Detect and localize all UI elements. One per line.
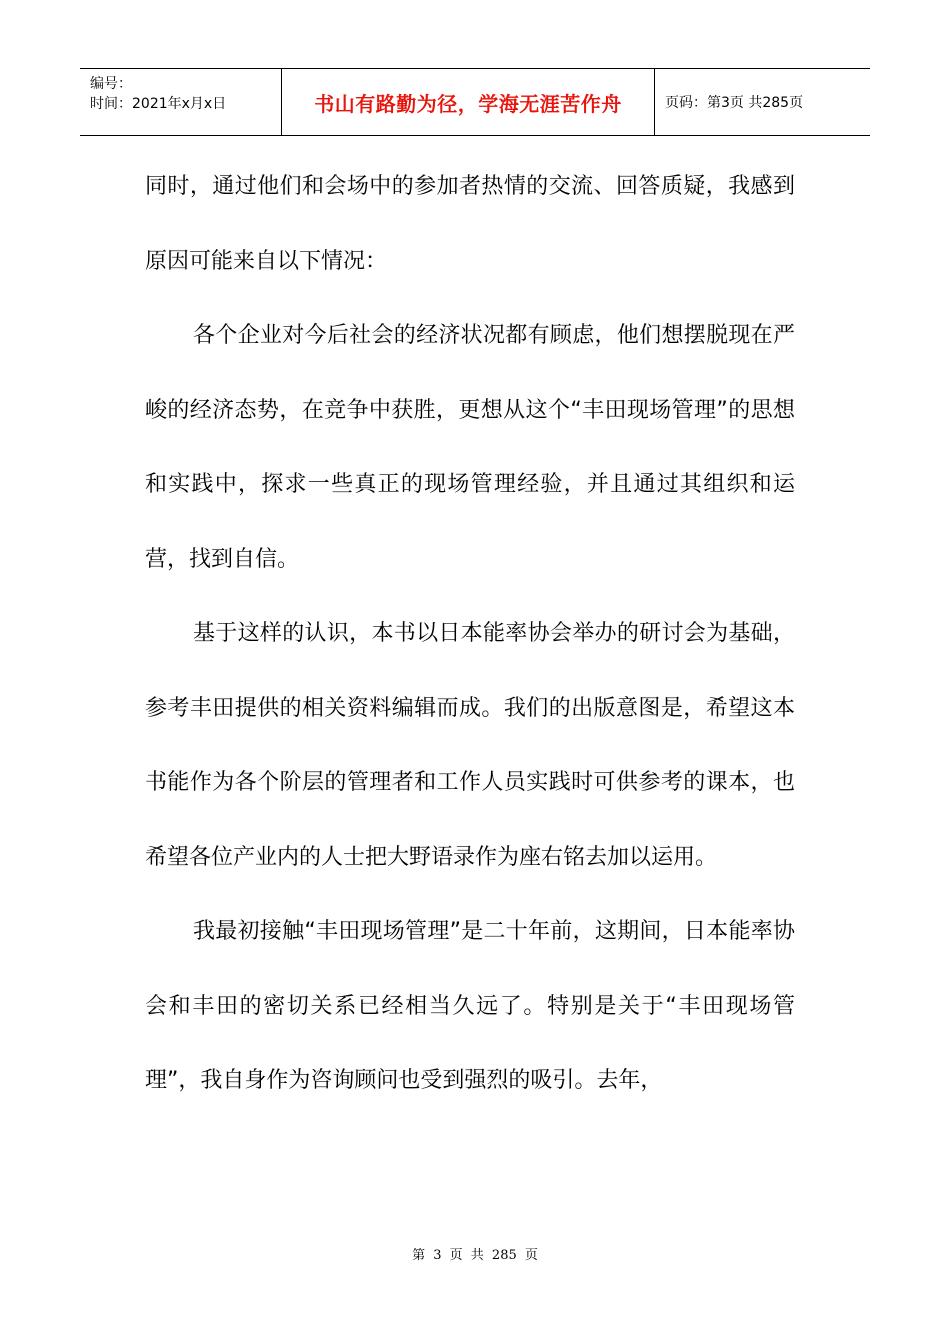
document-body <box>145 150 795 1119</box>
header-page-cell <box>655 69 870 135</box>
page-header <box>80 68 870 136</box>
body-paragraph: 我最初接触“丰田现场管理”是二十年前，这期间，日本能率协会和丰田的密切关系已经相当久远了。特别是关于“丰田现场管理”，我自身作为咨询顾问也受到强烈的吸引。去年， <box>145 919 795 1093</box>
header-motto-cell <box>282 69 655 135</box>
page-footer <box>0 1244 950 1263</box>
body-paragraph: 同时，通过他们和会场中的参加者热情的交流、回答质疑，我感到原因可能来自以下情况： <box>145 174 795 274</box>
header-motto: 书山有路勤为径，学海无涯苦作舟 <box>314 91 622 116</box>
header-meta-cell <box>80 69 282 135</box>
body-paragraph: 各个企业对今后社会的经济状况都有顾虑，他们想摆脱现在严峻的经济态势，在竞争中获胜，更想从这个“丰田现场管理”的思想和实践中，探求一些真正的现场管理经验，并且通过其组织和运营，找到自信。 <box>145 323 795 572</box>
document-time-label: 时间：2021年x月x日 <box>90 96 227 112</box>
footer-page-number: 第 3 页 共 285 页 <box>412 1248 538 1263</box>
document-number-label: 编号： <box>90 76 132 92</box>
header-page-info: 页码：第3页 共285页 <box>665 95 804 111</box>
body-paragraph: 基于这样的认识，本书以日本能率协会举办的研讨会为基础，参考丰田提供的相关资料编辑而成。我们的出版意图是，希望这本书能作为各个阶层的管理者和工作人员实践时可供参考的课本，也希望各位产业内的人士把大野语录作为座右铭去加以运用。 <box>145 621 795 870</box>
